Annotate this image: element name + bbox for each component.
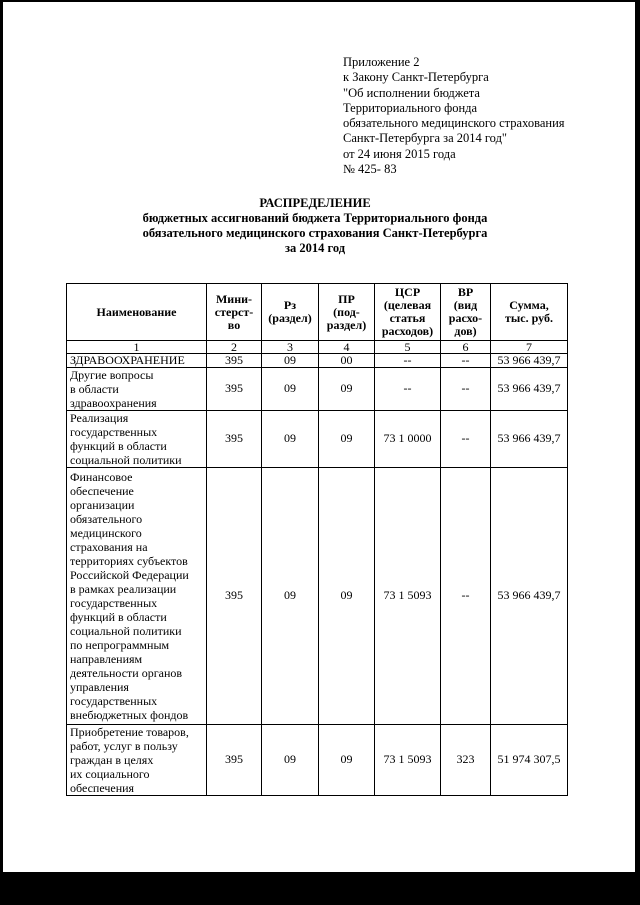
row-vr: 323 [441,725,491,796]
row-pr: 00 [319,354,375,368]
row-rz: 09 [262,411,319,468]
heading-line: за 2014 год [284,241,346,255]
row-sum: 53 966 439,7 [491,411,568,468]
page-border-right [635,0,640,905]
row-sum: 53 966 439,7 [491,368,568,411]
header-csr: ЦСР (целевая статья расходов) [375,284,441,341]
column-number: 5 [375,341,441,354]
row-name: Другие вопросы в области здравоохранения [67,368,207,411]
row-rz: 09 [262,354,319,368]
appendix-line: "Об исполнении бюджета [343,85,480,100]
table-header-row [67,284,568,341]
row-csr: 73 1 5093 [375,468,441,725]
column-number: 4 [319,341,375,354]
row-name: ЗДРАВООХРАНЕНИЕ [67,354,207,368]
document-heading [120,196,510,256]
heading-line: обязательного медицинского страхования Санкт-Петербурга [142,226,488,240]
row-sum: 53 966 439,7 [491,468,568,725]
row-pr: 09 [319,368,375,411]
page-border-top [0,0,640,2]
appendix-line: обязательного медицинского страхования [343,116,565,131]
header-name: Наименование [67,284,207,341]
row-name: Финансовое обеспечение организации обязательного медицинского страхования на территориях субъектов Российской Федерации в рамках реализации государственных функций в области социальной политики по непрограммным направлениям деятельности органов управления государственных внебюджетных фондов [67,468,207,725]
row-sum: 53 966 439,7 [491,354,568,368]
row-csr: -- [375,368,441,411]
row-name: Реализация государственных функций в области социальной политики [67,411,207,468]
row-ministry: 395 [207,368,262,411]
column-number: 7 [491,341,568,354]
column-number-row [67,341,568,354]
appendix-line: Приложение 2 [343,55,420,69]
column-number: 2 [207,341,262,354]
row-ministry: 395 [207,468,262,725]
row-ministry: 395 [207,354,262,368]
header-ministry: Мини- стерст- во [207,284,262,341]
column-number: 1 [67,341,207,354]
row-rz: 09 [262,725,319,796]
row-name: Приобретение товаров, работ, услуг в пользу граждан в целях их социального обеспечения [67,725,207,796]
appendix-line: от 24 июня 2015 года [343,146,456,161]
table-row [67,411,568,468]
header-rz: Рз (раздел) [262,284,319,341]
row-csr: 73 1 5093 [375,725,441,796]
row-pr: 09 [319,468,375,725]
row-sum: 51 974 307,5 [491,725,568,796]
row-vr: -- [441,468,491,725]
table-row [67,354,568,368]
table-row [67,725,568,796]
table-row [67,368,568,411]
row-csr: -- [375,354,441,368]
row-ministry: 395 [207,411,262,468]
row-pr: 09 [319,725,375,796]
row-rz: 09 [262,368,319,411]
row-rz: 09 [262,468,319,725]
column-number: 6 [441,341,491,354]
table-row [67,468,568,725]
row-csr: 73 1 0000 [375,411,441,468]
scan-bottom-bar [0,872,640,905]
row-ministry: 395 [207,725,262,796]
budget-table [66,283,568,796]
row-vr: -- [441,368,491,411]
header-sum: Сумма, тыс. руб. [491,284,568,341]
row-vr: -- [441,354,491,368]
header-vr: ВР (вид расхо- дов) [441,284,491,341]
appendix-line: к Закону Санкт-Петербурга [343,70,489,85]
column-number: 3 [262,341,319,354]
appendix-line: Санкт-Петербурга за 2014 год" [343,131,508,146]
heading-line: бюджетных ассигнований бюджета Территориального фонда [142,211,488,225]
row-pr: 09 [319,411,375,468]
appendix-line: Территориального фонда [343,100,478,115]
heading-title: РАСПРЕДЕЛЕНИЕ [259,196,371,210]
page-border-left [0,0,3,905]
row-vr: -- [441,411,491,468]
header-pr: ПР (под- раздел) [319,284,375,341]
appendix-note [343,55,623,177]
appendix-law-number: № 425- 83 [343,162,397,177]
